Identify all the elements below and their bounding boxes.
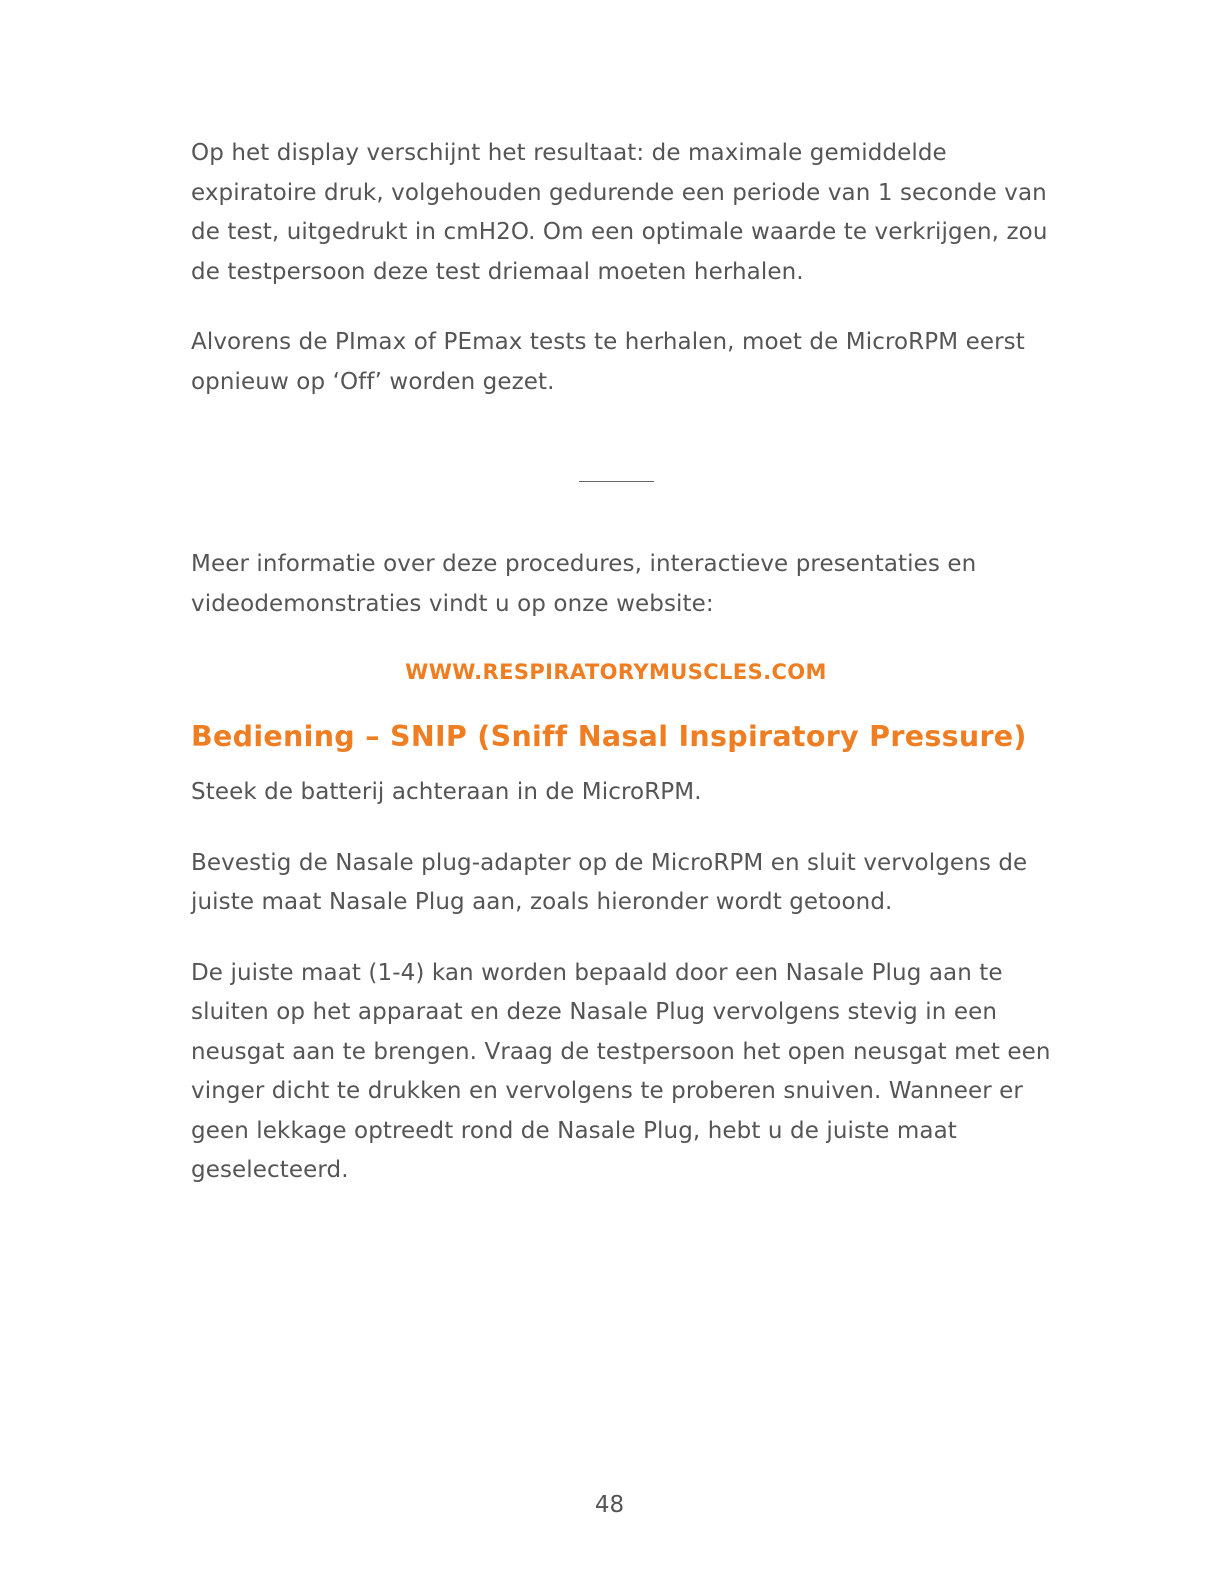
paragraph-result-display: Op het display verschijnt het resultaat: de maximale gemiddelde expiratoire druk, volgehouden gedurende een periode van 1 seconde van de test, uitgedrukt in cmH2O. Om een optimale waarde te verkrijgen, zou de testpersoon deze test driemaal moeten herhalen. — [191, 140, 1048, 285]
paragraph-reset-off: Alvorens de PImax of PEmax tests te herhalen, moet de MicroRPM eerst opnieuw op ‘Off’ worden gezet. — [191, 329, 1025, 395]
section-heading: Bediening – SNIP (Sniff Nasal Inspiratory Pressure) — [191, 720, 1027, 753]
paragraph-size-selection: De juiste maat (1-4) kan worden bepaald door een Nasale Plug aan te sluiten op het apparaat en deze Nasale Plug vervolgens stevig in een neusgat aan te brengen. Vraag de testpersoon het open neusgat met een vinger dicht te drukken en vervolgens te proberen snuiven. Wanneer er geen lekkage optreedt rond de Nasale Plug, hebt u de juiste maat geselecteerd. — [191, 959, 1051, 1183]
paragraph-insert-battery: Steek de batterij achteraan in de MicroRPM. — [191, 779, 702, 805]
website-link[interactable]: WWW.RESPIRATORYMUSCLES.COM — [405, 660, 827, 684]
divider-container — [191, 402, 1051, 545]
page-content — [191, 134, 1051, 1191]
paragraph-more-info: Meer informatie over deze procedures, interactieve presentaties en videodemonstraties vindt u op onze website: — [191, 551, 977, 617]
paragraph-attach-adapter: Bevestig de Nasale plug-adapter op de MicroRPM en sluit vervolgens de juiste maat Nasale Plug aan, zoals hieronder wordt getoond. — [191, 849, 1028, 915]
page-number: 48 — [594, 1492, 625, 1518]
section-divider — [579, 481, 654, 482]
